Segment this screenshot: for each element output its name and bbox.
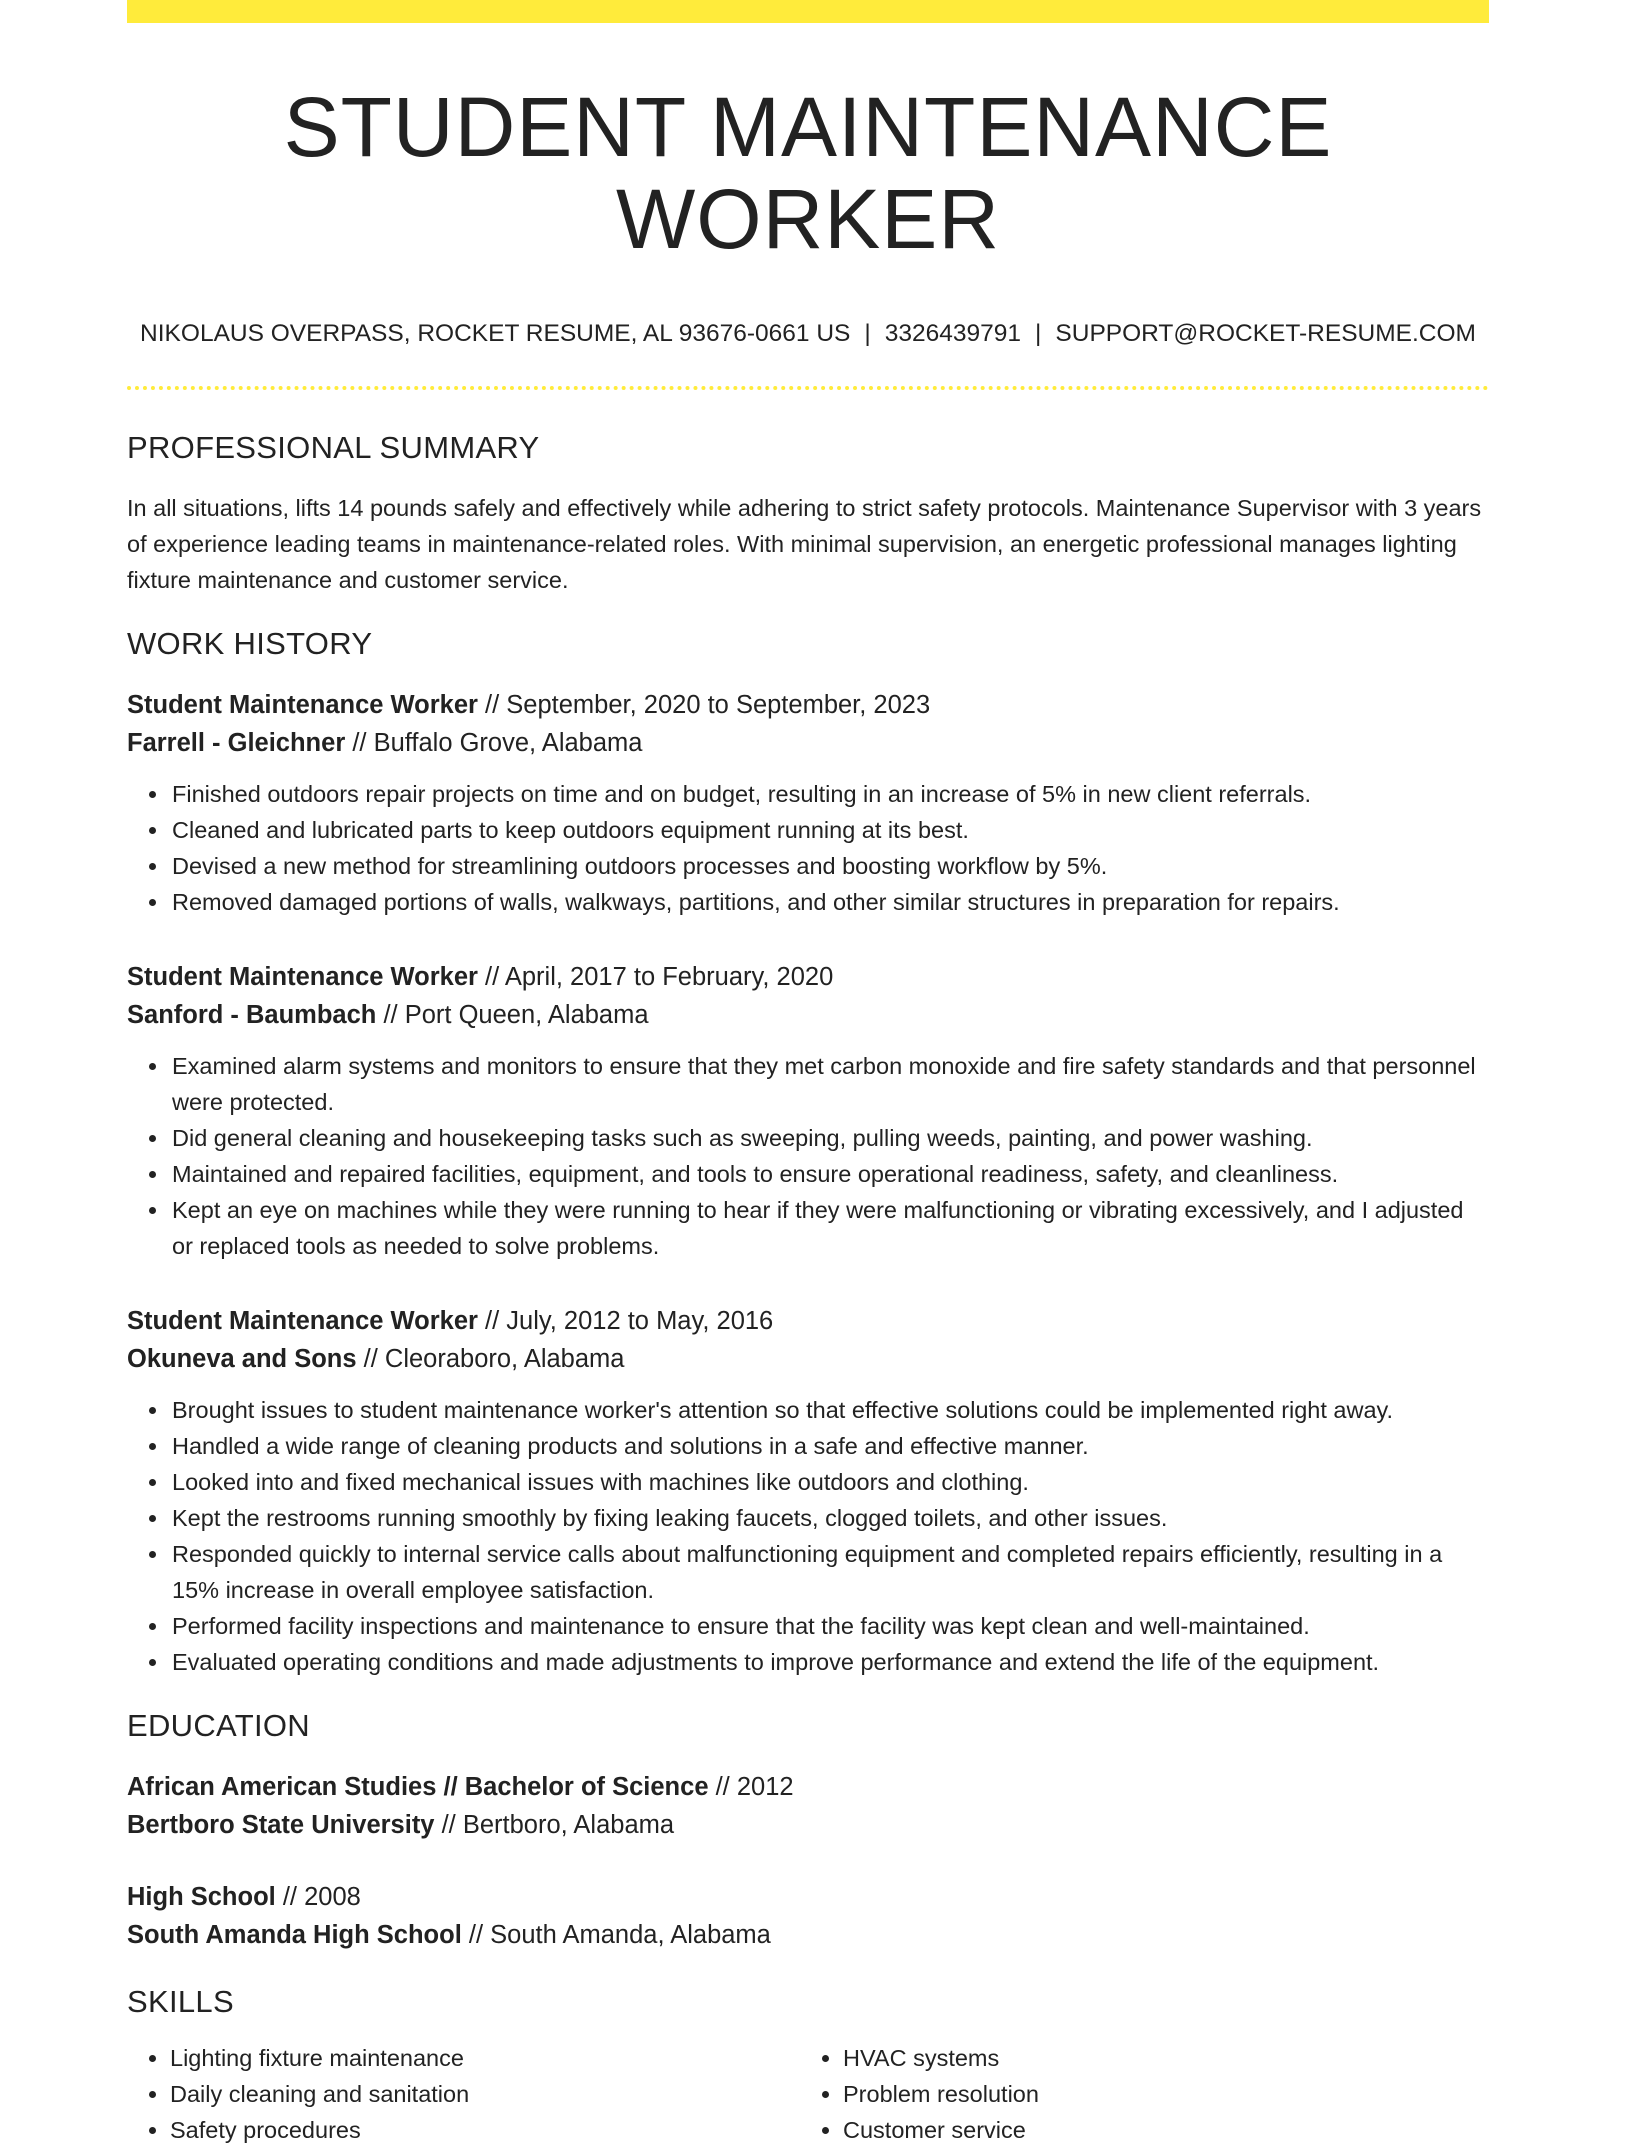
list-item: • Performed facility inspections and maintenance to ensure that the facility was kept clean and well-maintained. bbox=[170, 1608, 1489, 1644]
education-degree-line bbox=[127, 1768, 1489, 1806]
job-role: Student Maintenance Worker bbox=[127, 1306, 478, 1335]
education-year: // 2012 bbox=[708, 1772, 794, 1801]
section-title-work-history: WORK HISTORY bbox=[127, 625, 373, 661]
list-item: • Handled a wide range of cleaning products and solutions in a safe and effective manner. bbox=[170, 1428, 1489, 1464]
job-role: Student Maintenance Worker bbox=[127, 962, 478, 991]
job-bullets bbox=[127, 776, 1489, 920]
resume-title: STUDENT MAINTENANCE WORKER bbox=[283, 80, 1333, 267]
education-school-line bbox=[127, 1916, 1489, 1954]
education-school: South Amanda High School bbox=[127, 1920, 462, 1949]
job-location: // Cleoraboro, Alabama bbox=[356, 1344, 625, 1373]
list-item: • Finished outdoors repair projects on time and on budget, resulting in an increase of 5% in new client referrals. bbox=[170, 776, 1489, 812]
list-item: • Brought issues to student maintenance worker's attention so that effective solutions could be implemented right away. bbox=[170, 1392, 1489, 1428]
job-entry-2 bbox=[127, 958, 1489, 1264]
contact-email: SUPPORT@ROCKET-RESUME.COM bbox=[1055, 319, 1476, 347]
contact-separator: | bbox=[1035, 319, 1042, 347]
education-location: // South Amanda, Alabama bbox=[461, 1920, 771, 1949]
section-title-summary: PROFESSIONAL SUMMARY bbox=[127, 429, 540, 465]
contact-phone: 3326439791 bbox=[884, 319, 1022, 347]
list-item: • Examined alarm systems and monitors to ensure that they met carbon monoxide and fire safety standards and that personnel were protected. bbox=[170, 1048, 1489, 1120]
list-item: • Safety procedures bbox=[170, 2112, 800, 2148]
education-degree-line bbox=[127, 1878, 1489, 1916]
list-item: • Problem resolution bbox=[843, 2076, 1473, 2112]
job-role-line bbox=[127, 958, 1489, 996]
list-item: • Did general cleaning and housekeeping tasks such as sweeping, pulling weeds, painting, and power washing. bbox=[170, 1120, 1489, 1156]
education-entry-2 bbox=[127, 1878, 1489, 1954]
job-company: Okuneva and Sons bbox=[127, 1344, 357, 1373]
education-degree: African American Studies // Bachelor of Science bbox=[127, 1772, 709, 1801]
section-title-education: EDUCATION bbox=[127, 1707, 310, 1743]
job-dates: // April, 2017 to February, 2020 bbox=[477, 962, 834, 991]
top-accent-bar bbox=[127, 0, 1489, 23]
summary-text: In all situations, lifts 14 pounds safely and effectively while adhering to strict safety protocols. Maintenance Supervisor with 3 years of experience leading teams in maintenance-related roles. With minimal supervision, an energetic professional manages lighting fixture maintenance and customer service. bbox=[127, 494, 1482, 593]
job-dates: // July, 2012 to May, 2016 bbox=[477, 1306, 774, 1335]
job-company: Sanford - Baumbach bbox=[127, 1000, 377, 1029]
list-item: • Lighting fixture maintenance bbox=[170, 2040, 800, 2076]
skills-list-right bbox=[800, 2040, 1473, 2148]
list-item: • Daily cleaning and sanitation bbox=[170, 2076, 800, 2112]
list-item: • Devised a new method for streamlining outdoors processes and boosting workflow by 5%. bbox=[170, 848, 1489, 884]
list-item: • Cleaned and lubricated parts to keep outdoors equipment running at its best. bbox=[170, 812, 1489, 848]
section-title-skills: SKILLS bbox=[127, 1983, 234, 2019]
job-role: Student Maintenance Worker bbox=[127, 690, 478, 719]
list-item: • Looked into and fixed mechanical issues with machines like outdoors and clothing. bbox=[170, 1464, 1489, 1500]
job-bullets bbox=[127, 1392, 1489, 1680]
dotted-divider bbox=[127, 386, 1489, 390]
skills-columns bbox=[127, 2040, 1489, 2148]
list-item: • HVAC systems bbox=[843, 2040, 1473, 2076]
contact-address: NIKOLAUS OVERPASS, ROCKET RESUME, AL 93676-0661 US bbox=[140, 319, 851, 347]
job-location: // Buffalo Grove, Alabama bbox=[345, 728, 643, 757]
job-dates: // September, 2020 to September, 2023 bbox=[477, 690, 931, 719]
education-year: // 2008 bbox=[275, 1882, 361, 1911]
list-item: • Kept an eye on machines while they were running to hear if they were malfunctioning or vibrating excessively, and I adjusted or replaced tools as needed to solve problems. bbox=[170, 1192, 1489, 1264]
contact-line bbox=[127, 320, 1489, 348]
education-degree: High School bbox=[127, 1882, 276, 1911]
job-company-line bbox=[127, 724, 1489, 762]
education-school: Bertboro State University bbox=[127, 1810, 435, 1839]
education-location: // Bertboro, Alabama bbox=[434, 1810, 675, 1839]
list-item: • Kept the restrooms running smoothly by fixing leaking faucets, clogged toilets, and other issues. bbox=[170, 1500, 1489, 1536]
list-item: • Evaluated operating conditions and made adjustments to improve performance and extend the life of the equipment. bbox=[170, 1644, 1489, 1680]
contact-separator: | bbox=[864, 319, 871, 347]
skills-list-left bbox=[127, 2040, 800, 2148]
list-item: • Responded quickly to internal service calls about malfunctioning equipment and completed repairs efficiently, resulting in a 15% increase in overall employee satisfaction. bbox=[170, 1536, 1489, 1608]
education-school-line bbox=[127, 1806, 1489, 1844]
resume-page bbox=[127, 0, 1489, 2148]
job-role-line bbox=[127, 1302, 1489, 1340]
job-bullets bbox=[127, 1048, 1489, 1264]
list-item: • Removed damaged portions of walls, walkways, partitions, and other similar structures in preparation for repairs. bbox=[170, 884, 1489, 920]
list-item: • Customer service bbox=[843, 2112, 1473, 2148]
job-role-line bbox=[127, 686, 1489, 724]
education-entry-1 bbox=[127, 1768, 1489, 1844]
job-company-line bbox=[127, 996, 1489, 1034]
job-entry-1 bbox=[127, 686, 1489, 920]
job-location: // Port Queen, Alabama bbox=[376, 1000, 649, 1029]
job-company-line bbox=[127, 1340, 1489, 1378]
job-company: Farrell - Gleichner bbox=[127, 728, 346, 757]
job-entry-3 bbox=[127, 1302, 1489, 1680]
list-item: • Maintained and repaired facilities, equipment, and tools to ensure operational readiness, safety, and cleanliness. bbox=[170, 1156, 1489, 1192]
